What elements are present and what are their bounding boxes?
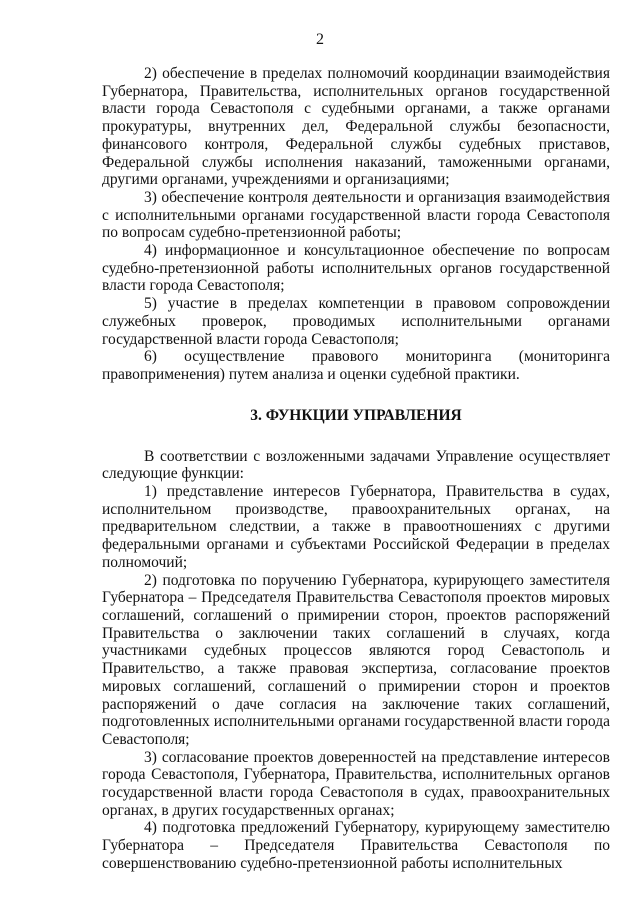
- function-item-2: 2) подготовка по поручению Губернатора, курирующего заместителя Губернатора – Председателя Правительства Севастополя проектов мировых соглашений, соглашений о примирении сторон, проектов распоряжений Правительства о заключении таких соглашений в случаях, когда участниками судебных процессов являются город Севастополь и Правительство, а также правовая экспертиза, согласование проектов мировых соглашений, соглашений о примирении сторон и проектов распоряжений о даче согласия на заключение таких соглашений, подготовленных исполнительными органами государственной власти города Севастополя;: [102, 571, 610, 748]
- task-item-2: 2) обеспечение в пределах полномочий координации взаимодействия Губернатора, Правительства, исполнительных органов государственной власти города Севастополя с судебными органами, а также органами прокуратуры, внутренних дел, Федеральной службы безопасности, финансового контроля, Федеральной службы судебных приставов, Федеральной службы исполнения наказаний, таможенными органами, другими органами, учреждениями и организациями;: [102, 65, 610, 189]
- function-item-3: 3) согласование проектов доверенностей на представление интересов города Севастополя, Губернатора, Правительства, исполнительных органов государственной власти города Севастополя в судах, правоохранительных органах, в других государственных органах;: [102, 748, 610, 819]
- document-body: [102, 65, 610, 873]
- task-item-5: 5) участие в пределах компетенции в правовом сопровождении служебных проверок, проводимых исполнительными органами государственной власти города Севастополя;: [102, 295, 610, 348]
- function-item-4: 4) подготовка предложений Губернатору, курирующему заместителю Губернатора – Председателя Правительства Севастополя по совершенствованию судебно-претензионной работы исполнительных: [102, 819, 610, 872]
- task-item-6: 6) осуществление правового мониторинга (мониторинга правоприменения) путем анализа и оценки судебной практики.: [102, 348, 610, 383]
- page-number: 2: [316, 31, 324, 48]
- functions-intro: В соответствии с возложенными задачами Управление осуществляет следующие функции:: [102, 447, 610, 483]
- section-heading-functions: 3. ФУНКЦИИ УПРАВЛЕНИЯ: [250, 406, 462, 424]
- function-item-1: 1) представление интересов Губернатора, Правительства в судах, исполнительном производстве, правоохранительных органах, на предварительном следствии, а также в правоотношениях с другими федеральными органами и субъектами Российской Федерации в пределах полномочий;: [102, 483, 610, 571]
- task-item-3: 3) обеспечение контроля деятельности и организация взаимодействия с исполнительными органами государственной власти города Севастополя по вопросам судебно-претензионной работы;: [102, 188, 610, 242]
- task-item-4: 4) информационное и консультационное обеспечение по вопросам судебно-претензионной работы исполнительных органов государственной власти города Севастополя;: [102, 242, 610, 295]
